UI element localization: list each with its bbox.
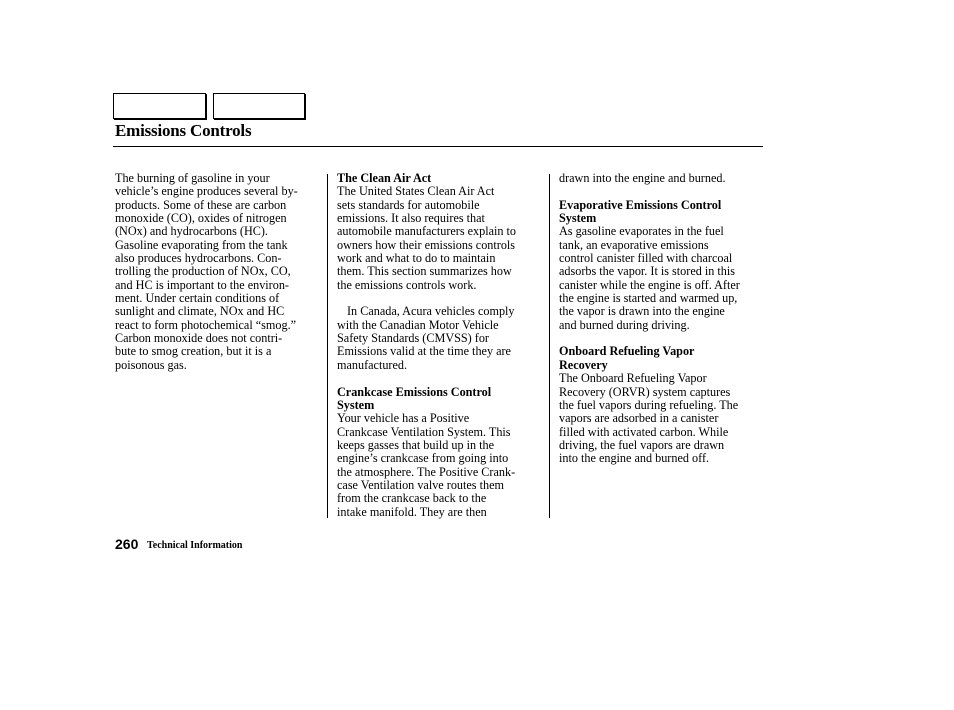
column-divider-2 xyxy=(549,174,550,518)
heading-crankcase: Crankcase Emissions Control System xyxy=(337,384,492,412)
heading-evaporative: Evaporative Emissions Control System xyxy=(559,197,722,226)
column-3 xyxy=(559,172,764,479)
heading-clean-air-act: The Clean Air Act xyxy=(337,171,432,185)
page-number: 260 xyxy=(115,536,139,552)
clean-air-act-paragraph: The United States Clean Air Act sets standards for automobile emissions. It also requires that automobile manufacturers explain to owners how their emissions controls work and what to do to maintain them. This section summarizes how the emissions controls work. xyxy=(337,184,517,292)
canada-paragraph: In Canada, Acura vehicles comply with the Canadian Motor Vehicle Safety Standards (CMVSS) for Emissions valid at the time they are manufactured. xyxy=(337,304,515,372)
page-title: Emissions Controls xyxy=(115,121,252,140)
nav-box-right[interactable] xyxy=(213,93,305,119)
intro-paragraph: The burning of gasoline in your vehicle’s engine produces several by- products. Some of these are carbon monoxide (CO), oxides of nitrogen (NOx) and hydrocarbons (HC). Gasoline evaporating from the tank also produces hydrocarbons. Con- trolling the production of NOx, CO, and HC is important to the environ- ment. Under certain conditions of sunlight and climate, NOx and HC react to form photochemical “smog.” Carbon monoxide does not contri- bute to smog creation, but it is a poisonous gas. xyxy=(115,171,298,372)
title-rule xyxy=(113,146,763,147)
heading-orvr: Onboard Refueling Vapor Recovery xyxy=(559,344,695,372)
orvr-paragraph: The Onboard Refueling Vapor Recovery (ORVR) system captures the fuel vapors during refueling. The vapors are adsorbed in a canister filled with activated carbon. While driving, the fuel vapors are drawn into the engine and burned off. xyxy=(559,371,739,466)
column-divider-1 xyxy=(327,174,328,518)
evaporative-paragraph: As gasoline evaporates in the fuel tank, an evaporative emissions control canister filled with charcoal adsorbs the vapor. It is stored in this canister while the engine is off. After the engine is started and warmed up, the vapor is drawn into the engine and burned during driving. xyxy=(559,224,740,332)
nav-box-left[interactable] xyxy=(113,93,206,119)
continuation-line: drawn into the engine and burned. xyxy=(559,171,726,185)
column-1 xyxy=(115,172,320,386)
column-2 xyxy=(337,172,542,532)
crankcase-paragraph: Your vehicle has a Positive Crankcase Ventilation System. This keeps gasses that build up in the engine’s crankcase from going into the atmosphere. The Positive Crank- case Ventilation valve routes them from the crankcase back to the intake manifold. They are then xyxy=(337,411,516,519)
section-label: Technical Information xyxy=(147,540,243,551)
